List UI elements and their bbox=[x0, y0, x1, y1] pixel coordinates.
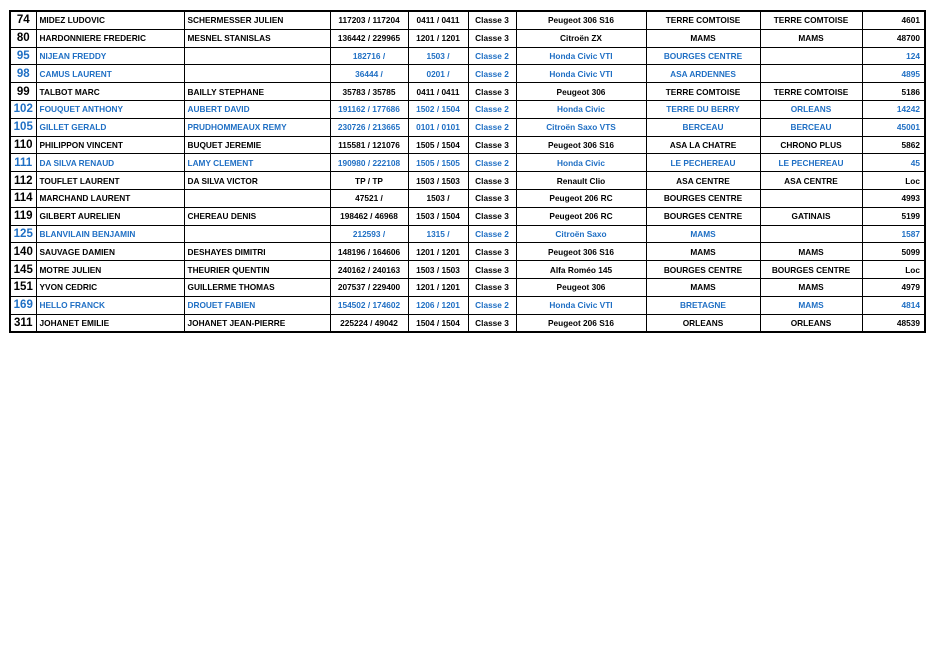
table-row bbox=[10, 172, 925, 190]
entry-id: 4979 bbox=[862, 278, 925, 296]
licence-numbers: 136442 / 229965 bbox=[330, 29, 408, 47]
driver-name: HELLO FRANCK bbox=[36, 296, 184, 314]
licence-numbers: 154502 / 174602 bbox=[330, 296, 408, 314]
asa-club: BERCEAU bbox=[646, 118, 760, 136]
codriver-name: THEURIER QUENTIN bbox=[184, 261, 330, 279]
region-codes: 0411 / 0411 bbox=[408, 83, 468, 101]
codriver-name: SCHERMESSER JULIEN bbox=[184, 11, 330, 29]
car-model: Honda Civic bbox=[516, 100, 646, 118]
team-name: MAMS bbox=[760, 243, 862, 261]
region-codes: 1504 / 1504 bbox=[408, 314, 468, 332]
licence-numbers: 191162 / 177686 bbox=[330, 100, 408, 118]
licence-numbers: 225224 / 49042 bbox=[330, 314, 408, 332]
driver-name: NIJEAN FREDDY bbox=[36, 47, 184, 65]
car-model: Citroën Saxo bbox=[516, 225, 646, 243]
codriver-name: DESHAYES DIMITRI bbox=[184, 243, 330, 261]
race-number: 140 bbox=[10, 243, 36, 261]
asa-club: MAMS bbox=[646, 278, 760, 296]
codriver-name: DA SILVA VICTOR bbox=[184, 172, 330, 190]
class-label: Classe 3 bbox=[468, 314, 516, 332]
entry-id: 1587 bbox=[862, 225, 925, 243]
driver-name: TALBOT MARC bbox=[36, 83, 184, 101]
team-name: BERCEAU bbox=[760, 118, 862, 136]
car-model: Honda Civic VTI bbox=[516, 296, 646, 314]
entry-id: Loc bbox=[862, 172, 925, 190]
table-row bbox=[10, 261, 925, 279]
car-model: Peugeot 206 RC bbox=[516, 207, 646, 225]
team-name bbox=[760, 65, 862, 83]
entry-id: 14242 bbox=[862, 100, 925, 118]
class-label: Classe 3 bbox=[468, 11, 516, 29]
entry-list-sheet bbox=[9, 10, 924, 333]
race-number: 111 bbox=[10, 154, 36, 172]
asa-club: TERRE DU BERRY bbox=[646, 100, 760, 118]
licence-numbers: 115581 / 121076 bbox=[330, 136, 408, 154]
class-label: Classe 2 bbox=[468, 118, 516, 136]
car-model: Peugeot 306 S16 bbox=[516, 243, 646, 261]
class-label: Classe 2 bbox=[468, 100, 516, 118]
class-label: Classe 2 bbox=[468, 65, 516, 83]
driver-name: FOUQUET ANTHONY bbox=[36, 100, 184, 118]
codriver-name: BAILLY STEPHANE bbox=[184, 83, 330, 101]
asa-club: BOURGES CENTRE bbox=[646, 47, 760, 65]
table-row bbox=[10, 278, 925, 296]
race-number: 151 bbox=[10, 278, 36, 296]
team-name: TERRE COMTOISE bbox=[760, 83, 862, 101]
entry-id: Loc bbox=[862, 261, 925, 279]
team-name: MAMS bbox=[760, 278, 862, 296]
asa-club: LE PECHEREAU bbox=[646, 154, 760, 172]
race-number: 98 bbox=[10, 65, 36, 83]
licence-numbers: 117203 / 117204 bbox=[330, 11, 408, 29]
codriver-name bbox=[184, 65, 330, 83]
driver-name: SAUVAGE DAMIEN bbox=[36, 243, 184, 261]
region-codes: 0411 / 0411 bbox=[408, 11, 468, 29]
car-model: Honda Civic VTI bbox=[516, 65, 646, 83]
asa-club: BOURGES CENTRE bbox=[646, 207, 760, 225]
race-number: 119 bbox=[10, 207, 36, 225]
region-codes: 1502 / 1504 bbox=[408, 100, 468, 118]
asa-club: ASA ARDENNES bbox=[646, 65, 760, 83]
region-codes: 1206 / 1201 bbox=[408, 296, 468, 314]
codriver-name bbox=[184, 225, 330, 243]
driver-name: JOHANET EMILIE bbox=[36, 314, 184, 332]
driver-name: GILLET GERALD bbox=[36, 118, 184, 136]
car-model: Peugeot 306 S16 bbox=[516, 11, 646, 29]
table-row bbox=[10, 296, 925, 314]
driver-name: GILBERT AURELIEN bbox=[36, 207, 184, 225]
codriver-name: DROUET FABIEN bbox=[184, 296, 330, 314]
region-codes: 1505 / 1504 bbox=[408, 136, 468, 154]
class-label: Classe 3 bbox=[468, 83, 516, 101]
car-model: Honda Civic VTI bbox=[516, 47, 646, 65]
asa-club: ASA CENTRE bbox=[646, 172, 760, 190]
codriver-name: BUQUET JEREMIE bbox=[184, 136, 330, 154]
class-label: Classe 3 bbox=[468, 243, 516, 261]
driver-name: CAMUS LAURENT bbox=[36, 65, 184, 83]
team-name bbox=[760, 225, 862, 243]
entry-id: 48539 bbox=[862, 314, 925, 332]
licence-numbers: 207537 / 229400 bbox=[330, 278, 408, 296]
class-label: Classe 3 bbox=[468, 189, 516, 207]
class-label: Classe 3 bbox=[468, 136, 516, 154]
car-model: Peugeot 306 S16 bbox=[516, 136, 646, 154]
car-model: Citroën Saxo VTS bbox=[516, 118, 646, 136]
race-number: 112 bbox=[10, 172, 36, 190]
car-model: Peugeot 306 bbox=[516, 83, 646, 101]
entry-id: 5862 bbox=[862, 136, 925, 154]
entry-id: 4993 bbox=[862, 189, 925, 207]
region-codes: 0201 / bbox=[408, 65, 468, 83]
race-number: 95 bbox=[10, 47, 36, 65]
codriver-name: PRUDHOMMEAUX REMY bbox=[184, 118, 330, 136]
table-row bbox=[10, 136, 925, 154]
race-number: 169 bbox=[10, 296, 36, 314]
region-codes: 1503 / 1504 bbox=[408, 207, 468, 225]
licence-numbers: 198462 / 46968 bbox=[330, 207, 408, 225]
entry-list-table bbox=[9, 10, 926, 333]
class-label: Classe 2 bbox=[468, 47, 516, 65]
team-name: CHRONO PLUS bbox=[760, 136, 862, 154]
licence-numbers: 212593 / bbox=[330, 225, 408, 243]
class-label: Classe 3 bbox=[468, 261, 516, 279]
class-label: Classe 2 bbox=[468, 154, 516, 172]
region-codes: 1505 / 1505 bbox=[408, 154, 468, 172]
asa-club: BOURGES CENTRE bbox=[646, 189, 760, 207]
asa-club: BOURGES CENTRE bbox=[646, 261, 760, 279]
team-name bbox=[760, 47, 862, 65]
team-name: BOURGES CENTRE bbox=[760, 261, 862, 279]
entry-id: 45001 bbox=[862, 118, 925, 136]
codriver-name: MESNEL STANISLAS bbox=[184, 29, 330, 47]
team-name: ORLEANS bbox=[760, 314, 862, 332]
codriver-name: LAMY CLEMENT bbox=[184, 154, 330, 172]
table-row bbox=[10, 189, 925, 207]
class-label: Classe 3 bbox=[468, 207, 516, 225]
team-name: TERRE COMTOISE bbox=[760, 11, 862, 29]
car-model: Alfa Roméo 145 bbox=[516, 261, 646, 279]
table-row bbox=[10, 243, 925, 261]
team-name: MAMS bbox=[760, 296, 862, 314]
asa-club: BRETAGNE bbox=[646, 296, 760, 314]
entry-id: 5199 bbox=[862, 207, 925, 225]
car-model: Peugeot 206 RC bbox=[516, 189, 646, 207]
asa-club: MAMS bbox=[646, 29, 760, 47]
race-number: 102 bbox=[10, 100, 36, 118]
driver-name: MARCHAND LAURENT bbox=[36, 189, 184, 207]
driver-name: YVON CEDRIC bbox=[36, 278, 184, 296]
driver-name: DA SILVA RENAUD bbox=[36, 154, 184, 172]
table-row bbox=[10, 100, 925, 118]
car-model: Peugeot 206 S16 bbox=[516, 314, 646, 332]
licence-numbers: 36444 / bbox=[330, 65, 408, 83]
asa-club: MAMS bbox=[646, 243, 760, 261]
team-name: GATINAIS bbox=[760, 207, 862, 225]
codriver-name: CHEREAU DENIS bbox=[184, 207, 330, 225]
table-row bbox=[10, 154, 925, 172]
table-row bbox=[10, 11, 925, 29]
entry-id: 5099 bbox=[862, 243, 925, 261]
entry-id: 4814 bbox=[862, 296, 925, 314]
driver-name: TOUFLET LAURENT bbox=[36, 172, 184, 190]
table-row bbox=[10, 314, 925, 332]
driver-name: PHILIPPON VINCENT bbox=[36, 136, 184, 154]
class-label: Classe 2 bbox=[468, 296, 516, 314]
licence-numbers: 190980 / 222108 bbox=[330, 154, 408, 172]
class-label: Classe 3 bbox=[468, 278, 516, 296]
entry-list-body bbox=[10, 11, 925, 332]
region-codes: 1201 / 1201 bbox=[408, 278, 468, 296]
region-codes: 1315 / bbox=[408, 225, 468, 243]
asa-club: TERRE COMTOISE bbox=[646, 11, 760, 29]
table-row bbox=[10, 225, 925, 243]
region-codes: 0101 / 0101 bbox=[408, 118, 468, 136]
asa-club: ORLEANS bbox=[646, 314, 760, 332]
team-name: ASA CENTRE bbox=[760, 172, 862, 190]
region-codes: 1503 / bbox=[408, 189, 468, 207]
driver-name: MIDEZ LUDOVIC bbox=[36, 11, 184, 29]
licence-numbers: 240162 / 240163 bbox=[330, 261, 408, 279]
licence-numbers: 47521 / bbox=[330, 189, 408, 207]
entry-id: 124 bbox=[862, 47, 925, 65]
team-name: ORLEANS bbox=[760, 100, 862, 118]
race-number: 145 bbox=[10, 261, 36, 279]
race-number: 114 bbox=[10, 189, 36, 207]
region-codes: 1503 / 1503 bbox=[408, 261, 468, 279]
licence-numbers: 230726 / 213665 bbox=[330, 118, 408, 136]
driver-name: MOTRE JULIEN bbox=[36, 261, 184, 279]
driver-name: BLANVILAIN BENJAMIN bbox=[36, 225, 184, 243]
region-codes: 1201 / 1201 bbox=[408, 243, 468, 261]
codriver-name bbox=[184, 47, 330, 65]
race-number: 125 bbox=[10, 225, 36, 243]
table-row bbox=[10, 47, 925, 65]
race-number: 99 bbox=[10, 83, 36, 101]
entry-id: 45 bbox=[862, 154, 925, 172]
region-codes: 1201 / 1201 bbox=[408, 29, 468, 47]
class-label: Classe 3 bbox=[468, 172, 516, 190]
race-number: 110 bbox=[10, 136, 36, 154]
asa-club: MAMS bbox=[646, 225, 760, 243]
codriver-name: AUBERT DAVID bbox=[184, 100, 330, 118]
class-label: Classe 3 bbox=[468, 29, 516, 47]
codriver-name bbox=[184, 189, 330, 207]
asa-club: TERRE COMTOISE bbox=[646, 83, 760, 101]
asa-club: ASA LA CHATRE bbox=[646, 136, 760, 154]
driver-name: HARDONNIERE FREDERIC bbox=[36, 29, 184, 47]
entry-id: 48700 bbox=[862, 29, 925, 47]
race-number: 74 bbox=[10, 11, 36, 29]
licence-numbers: 148196 / 164606 bbox=[330, 243, 408, 261]
team-name: LE PECHEREAU bbox=[760, 154, 862, 172]
class-label: Classe 2 bbox=[468, 225, 516, 243]
car-model: Honda Civic bbox=[516, 154, 646, 172]
team-name: MAMS bbox=[760, 29, 862, 47]
entry-id: 4895 bbox=[862, 65, 925, 83]
table-row bbox=[10, 207, 925, 225]
licence-numbers: 35783 / 35785 bbox=[330, 83, 408, 101]
codriver-name: GUILLERME THOMAS bbox=[184, 278, 330, 296]
race-number: 105 bbox=[10, 118, 36, 136]
team-name bbox=[760, 189, 862, 207]
table-row bbox=[10, 83, 925, 101]
race-number: 80 bbox=[10, 29, 36, 47]
table-row bbox=[10, 118, 925, 136]
entry-id: 5186 bbox=[862, 83, 925, 101]
region-codes: 1503 / bbox=[408, 47, 468, 65]
table-row bbox=[10, 65, 925, 83]
licence-numbers: TP / TP bbox=[330, 172, 408, 190]
licence-numbers: 182716 / bbox=[330, 47, 408, 65]
table-row bbox=[10, 29, 925, 47]
codriver-name: JOHANET JEAN-PIERRE bbox=[184, 314, 330, 332]
race-number: 311 bbox=[10, 314, 36, 332]
car-model: Citroën ZX bbox=[516, 29, 646, 47]
entry-id: 4601 bbox=[862, 11, 925, 29]
car-model: Peugeot 306 bbox=[516, 278, 646, 296]
car-model: Renault Clio bbox=[516, 172, 646, 190]
region-codes: 1503 / 1503 bbox=[408, 172, 468, 190]
